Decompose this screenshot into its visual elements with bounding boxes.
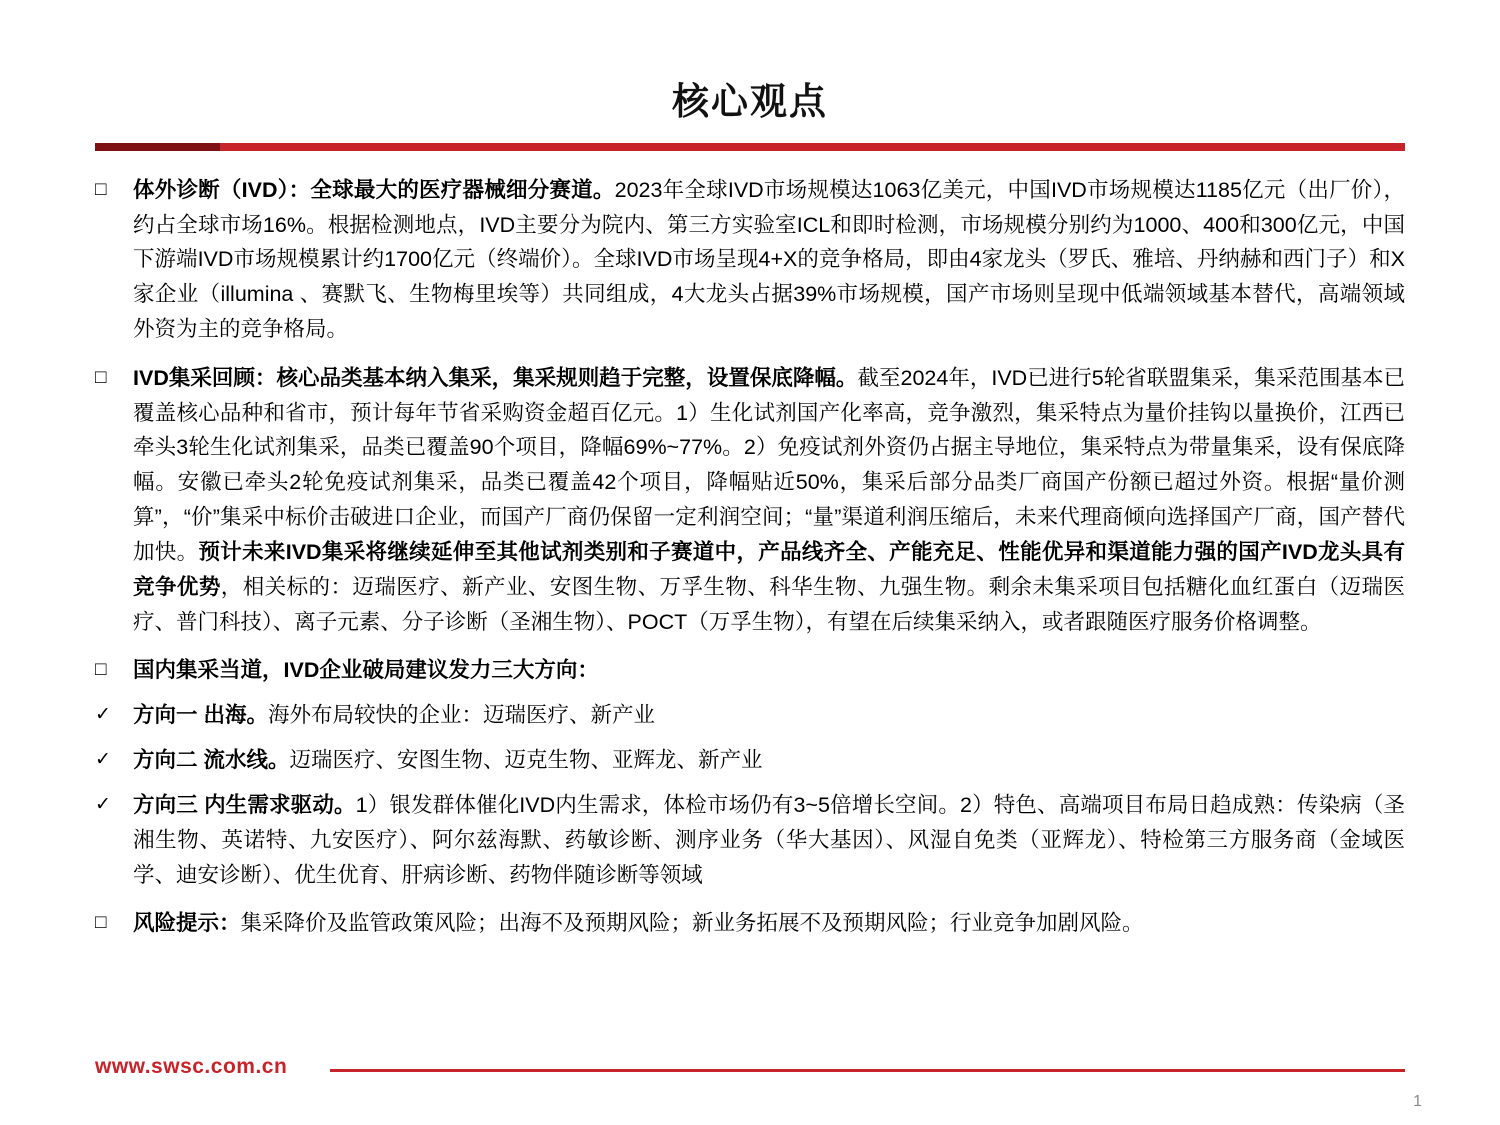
bullet-paragraph-2 [133, 361, 1405, 640]
bullet-lead-2: IVD集采回顾：核心品类基本纳入集采，集采规则趋于完整，设置保底降幅。 [133, 365, 858, 390]
bullet-lead-6: 方向三 内生需求驱动。 [133, 792, 356, 817]
bullet-paragraph-3 [133, 653, 1405, 688]
bullet-square-icon [95, 173, 133, 206]
bullet-item-3 [95, 653, 1405, 688]
divider-dark-segment [95, 143, 220, 151]
bullet-body-1: 2023年全球IVD市场规模达1063亿美元，中国IVD市场规模达1185亿元（出厂价），约占全球市场16%。根据检测地点，IVD主要分为院内、第三方实验室ICL和即时检测，市场规模分别约为1000、400和300亿元，中国下游端IVD市场规模累计约1700亿元（终端价）。全球IVD市场呈现4+X的竞争格局，即由4家龙头（罗氏、雅培、丹纳赫和西门子）和X家企业（illumina 、赛默飞、生物梅里埃等）共同组成，4大龙头占据39%市场规模，国产市场则呈现中低端领域基本替代，高端领域外资为主的竞争格局。 [133, 177, 1405, 341]
bullet-lead-1: 体外诊断（IVD）：全球最大的医疗器械细分赛道。 [133, 177, 615, 202]
bullet-lead-4: 方向一 出海。 [133, 703, 268, 728]
bullet-item-4 [95, 698, 1405, 733]
bullet-square-icon [95, 653, 133, 686]
content-body [0, 151, 1500, 942]
bullet-body-2: 截至2024年，IVD已进行5轮省联盟集采，集采范围基本已覆盖核心品种和省市，预计每年节省采购资金超百亿元。1）生化试剂国产化率高，竞争激烈，集采特点为量价挂钩以量换价，江西已牵头3轮生化试剂集采，品类已覆盖90个项目，降幅69%~77%。2）免疫试剂外资仍占据主导地位，集采特点为带量集采，设有保底降幅。安徽已牵头2轮免疫试剂集采，品类已覆盖42个项目，降幅贴近50%，集采后部分品类厂商国产份额已超过外资。根据“量价测算”，“价”集采中标价击破进口企业，而国产厂商仍保留一定利润空间；“量”渠道利润压缩后，未来代理商倾向选择国产厂商，国产替代加快。 [133, 365, 1405, 564]
divider-red-segment [220, 143, 1405, 151]
bullet-paragraph-5 [133, 743, 1405, 778]
bullet-paragraph-1 [133, 173, 1405, 347]
bullet-body-7: 集采降价及监管政策风险；出海不及预期风险；新业务拓展不及预期风险；行业竞争加剧风险。 [240, 911, 1144, 936]
bullet-square-icon [95, 361, 133, 394]
bullet-bold-mid-2: 预计未来IVD集采将继续延伸至其他试剂类别和子赛道中，产品线齐全、产能充足、性能优异和渠道能力强的国产IVD龙头具有竞争优势 [133, 539, 1405, 599]
bullet-body-5: 迈瑞医疗、安图生物、迈克生物、亚辉龙、新产业 [289, 748, 763, 773]
title-divider [0, 143, 1500, 151]
check-icon [95, 698, 133, 731]
bullet-square-icon [95, 906, 133, 939]
bullet-item-1 [95, 173, 1405, 347]
bullet-paragraph-7 [133, 906, 1405, 941]
bullet-body-4: 海外布局较快的企业：迈瑞医疗、新产业 [267, 703, 655, 728]
slide-footer [0, 1047, 1500, 1125]
bullet-lead-5: 方向二 流水线。 [133, 748, 290, 773]
bullet-lead-3: 国内集采当道，IVD企业破局建议发力三大方向： [133, 658, 599, 683]
bullet-body-6: 1）银发群体催化IVD内生需求，体检市场仍有3~5倍增长空间。2）特色、高端项目布局日趋成熟：传染病（圣湘生物、英诺特、九安医疗）、阿尔兹海默、药敏诊断、测序业务（华大基因）、风湿自免类（亚辉龙）、特检第三方服务商（金域医学、迪安诊断）、优生优育、肝病诊断、药物伴随诊断等领域 [133, 792, 1405, 887]
bullet-lead-7: 风险提示： [133, 911, 241, 936]
page-title: 核心观点 [672, 81, 828, 122]
bullet-item-2 [95, 361, 1405, 640]
page-number: 1 [1413, 1093, 1422, 1110]
bullet-paragraph-6 [133, 788, 1405, 892]
check-icon [95, 788, 133, 821]
bullet-tail-2: ，相关标的：迈瑞医疗、新产业、安图生物、万孚生物、科华生物、九强生物。剩余未集采项目包括糖化血红蛋白（迈瑞医疗、普门科技）、离子元素、分子诊断（圣湘生物）、POCT（万孚生物），有望在后续集采纳入，或者跟随医疗服务价格调整。 [133, 574, 1405, 634]
check-icon [95, 743, 133, 776]
bullet-item-5 [95, 743, 1405, 778]
bullet-item-7 [95, 906, 1405, 941]
footer-divider [330, 1069, 1405, 1072]
bullet-paragraph-4 [133, 698, 1405, 733]
bullet-item-6 [95, 788, 1405, 892]
footer-url[interactable]: www.swsc.com.cn [95, 1055, 288, 1078]
